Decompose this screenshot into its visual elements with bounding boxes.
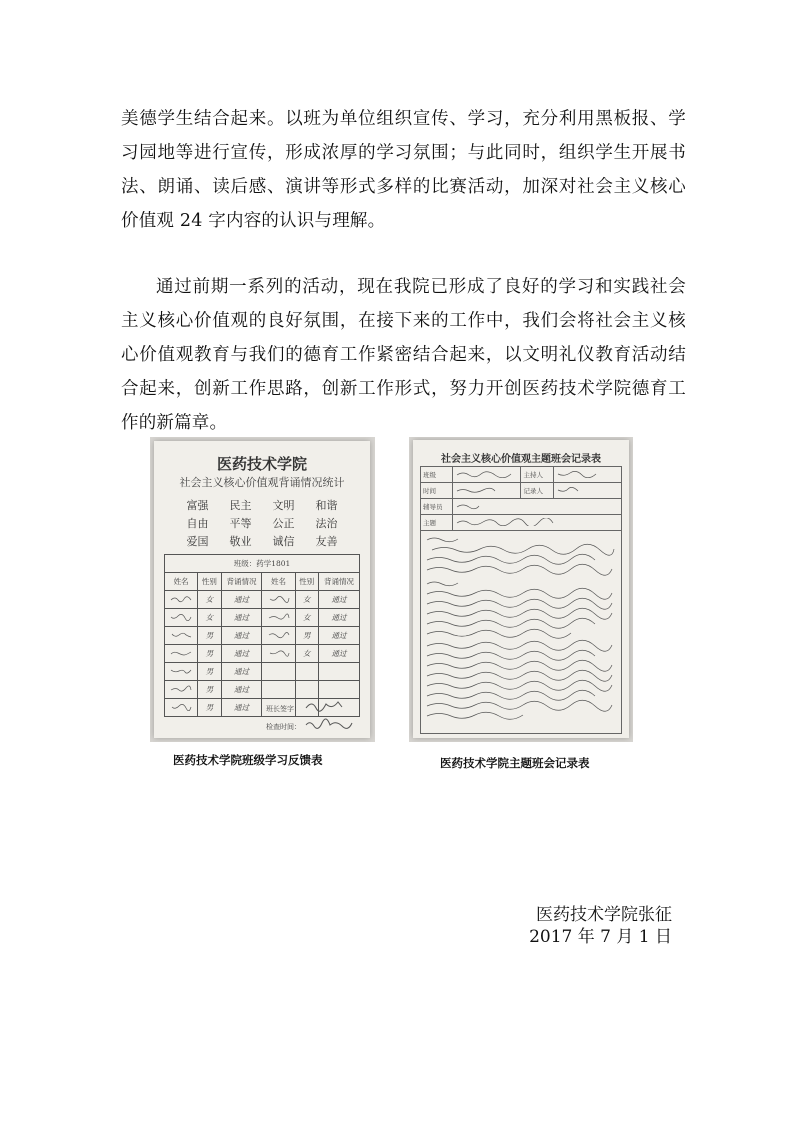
row-label: 主题 bbox=[421, 515, 453, 531]
monitor-signature bbox=[304, 698, 344, 714]
value-item: 法治 bbox=[315, 517, 338, 530]
value-item: 自由 bbox=[186, 517, 209, 530]
table-row: 女 通过 女 通过 bbox=[165, 591, 360, 609]
value-item: 和谐 bbox=[315, 499, 338, 512]
meeting-sheet-title: 社会主义核心价值观主题班会记录表 bbox=[441, 454, 601, 465]
table-header: 性别 bbox=[198, 573, 221, 591]
check-time-handwriting bbox=[304, 717, 354, 731]
table-header: 姓名 bbox=[165, 573, 198, 591]
value-item: 公正 bbox=[272, 517, 295, 530]
host-label: 主持人 bbox=[521, 467, 553, 483]
author-signature: 医药技术学院张征 bbox=[536, 905, 672, 925]
row-label: 班级 bbox=[421, 467, 453, 483]
meeting-info-table bbox=[420, 466, 622, 734]
signature-date: 2017 年 7 月 1 日 bbox=[529, 927, 672, 947]
row-label: 辅导员 bbox=[421, 499, 453, 515]
meeting-notes-handwriting bbox=[424, 534, 618, 728]
table-header: 背诵情况 bbox=[319, 573, 360, 591]
photo-meeting-record bbox=[409, 437, 633, 742]
class-label: 班级：药学1801 bbox=[165, 555, 360, 573]
recorder-label: 记录人 bbox=[521, 483, 553, 499]
table-row: 男 通过 bbox=[165, 663, 360, 681]
value-item: 富强 bbox=[186, 499, 209, 512]
table-row: 女 通过 女 通过 bbox=[165, 609, 360, 627]
table-header: 性别 bbox=[295, 573, 318, 591]
row-label: 时间 bbox=[421, 483, 453, 499]
feedback-sheet bbox=[154, 441, 370, 738]
table-header: 背诵情况 bbox=[221, 573, 262, 591]
meeting-sheet bbox=[413, 440, 629, 738]
sheet-subtitle: 社会主义核心价值观背诵情况统计 bbox=[179, 476, 345, 489]
value-item: 爱国 bbox=[186, 535, 209, 548]
recitation-table bbox=[164, 554, 360, 717]
table-row: 男 通过 男 通过 bbox=[165, 627, 360, 645]
paragraph-1: 美德学生结合起来。以班为单位组织宣传、学习，充分利用黑板报、学习园地等进行宣传，形成浓厚的学习氛围；与此同时，组织学生开展书法、朗诵、读后感、演讲等形式多样的比赛活动，加深对社会主义核心价值观 24 字内容的认识与理解。 bbox=[121, 109, 686, 231]
paragraph-2: 通过前期一系列的活动，现在我院已形成了良好的学习和实践社会主义核心价值观的良好氛围，在接下来的工作中，我们会将社会主义核心价值观教育与我们的德育工作紧密结合起来，以文明礼仪教育活动结合起来，创新工作思路，创新工作形式，努力开创医药技术学院德育工作的新篇章。 bbox=[121, 277, 686, 433]
photo-feedback-form bbox=[150, 437, 375, 742]
value-item: 文明 bbox=[272, 499, 295, 512]
table-row: 男 通过 女 通过 bbox=[165, 645, 360, 663]
sheet-title: 医药技术学院 bbox=[216, 455, 307, 473]
check-time-label: 检查时间： bbox=[266, 723, 301, 731]
monitor-label: 班长签字： bbox=[266, 705, 301, 713]
value-item: 友善 bbox=[315, 535, 338, 548]
table-header: 姓名 bbox=[262, 573, 295, 591]
value-item: 敬业 bbox=[229, 535, 252, 548]
caption-right: 医药技术学院主题班会记录表 bbox=[440, 756, 590, 770]
value-item: 诚信 bbox=[272, 535, 295, 548]
core-values-grid bbox=[176, 497, 348, 549]
value-item: 民主 bbox=[229, 499, 252, 512]
table-row: 男 通过 bbox=[165, 681, 360, 699]
table-row: 男 通过 bbox=[165, 699, 360, 717]
value-item: 平等 bbox=[229, 517, 252, 530]
caption-left: 医药技术学院班级学习反馈表 bbox=[173, 753, 323, 767]
